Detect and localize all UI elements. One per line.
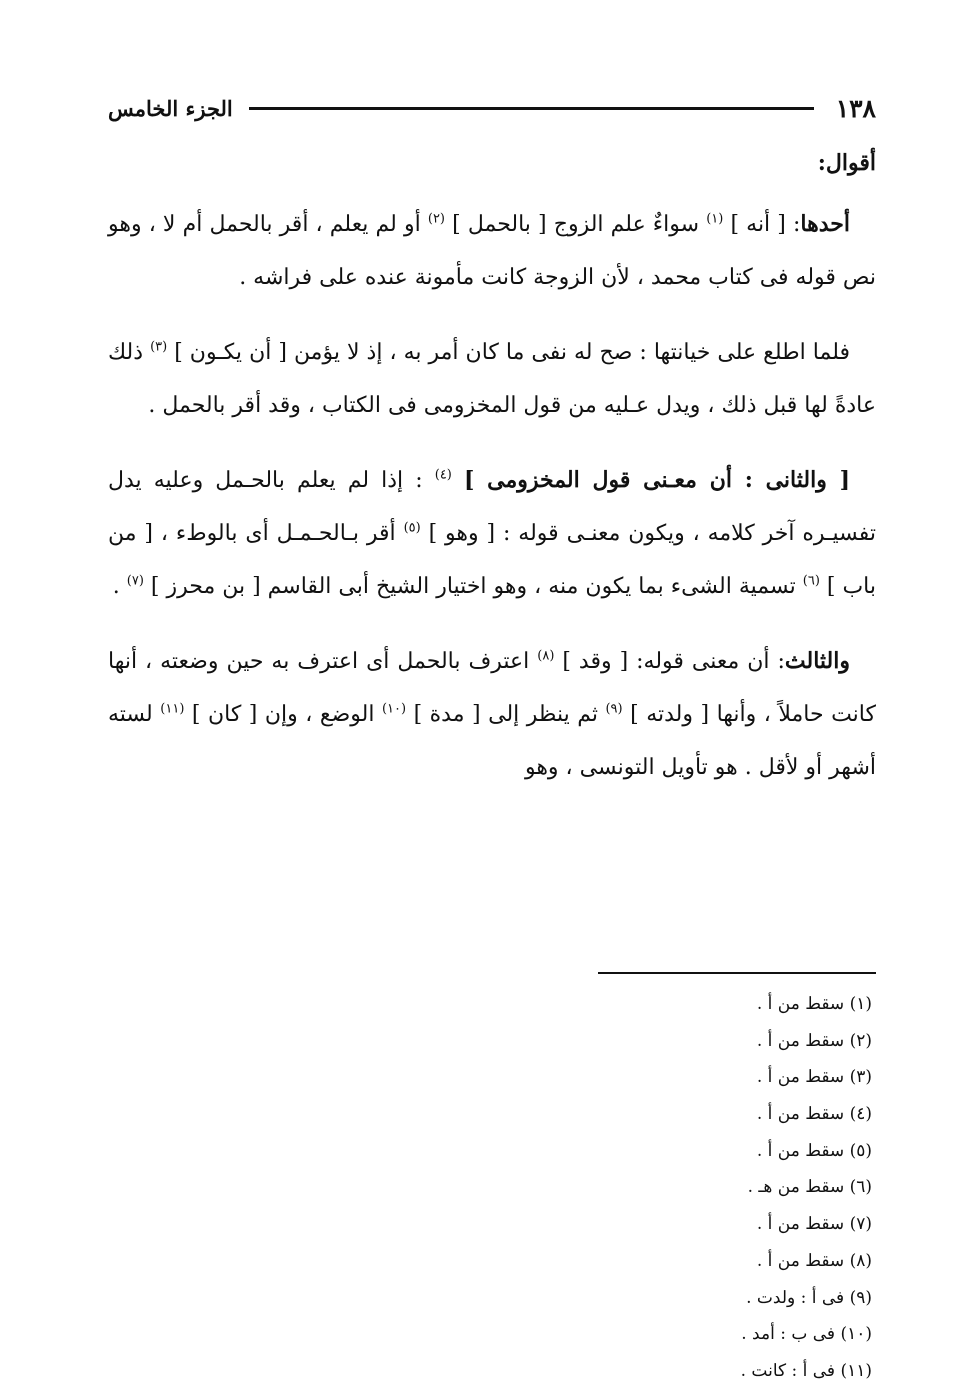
footnote-5: (٥) سقط من أ . [756, 1140, 872, 1161]
footnote-list [572, 986, 872, 1390]
paragraph-lead: أحدها [800, 211, 850, 237]
footnote-3: (٣) سقط من أ . [756, 1067, 872, 1088]
footnote-ref: (١٠) [381, 701, 407, 717]
footnote-7: (٧) سقط من أ . [756, 1214, 872, 1235]
paragraph-third-opinion: والثالث: أن معنى قوله: [ وقد ] $^{(٨)}$ اعترف بالحمل أى اعترف به حين وضعته ، أنها كانت حاملاً ، وأنها [ ولدته ] $^{(٩)}$ ثم ينظر إلى [ مدة ] $^{(١٠)}$ الوضع ، وإن [ كان ] $^{(١١)}$ لسته أشهر أو لأقل . هو تأويل التونسى ، وهو [108, 648, 876, 780]
book-page [108, 88, 876, 1381]
footnote-ref: (٢) [427, 211, 445, 227]
footnote-ref: (٥) [403, 520, 421, 536]
footnote-ref: (٦) [802, 573, 820, 589]
footnote-9: (٩) فى أ : ولدت . [746, 1287, 872, 1308]
footnote-1: (١) سقط من أ . [756, 994, 872, 1014]
paragraph-lead: والثالث [784, 648, 850, 674]
paragraph-betrayal: فلما اطلع على خيانتها : صح له نفى ما كان أمر به ، إذ لا يؤمن [ أن يكـون ] $^{(٣)}$ ذلك عادةً لها قبل ذلك ، ويدل عـليه من قول المخزومى فى الكتاب ، وقد أقر بالحمل . [108, 339, 876, 418]
footnote-10: (١٠) فى ب : أمد . [741, 1324, 872, 1345]
running-title: الجزء الخامس [108, 95, 233, 121]
footnote-2: (٢) سقط من أ . [756, 1030, 872, 1051]
footnote-6: (٦) سقط من هـ . [747, 1177, 872, 1198]
footnote-separator [598, 972, 876, 974]
footnote-4: (٤) سقط من أ . [756, 1104, 872, 1125]
footnote-ref: (٧) [126, 573, 144, 589]
footnote-ref: (١) [706, 211, 724, 227]
footnote-11: (١١) فى أ : كانت . [740, 1360, 872, 1381]
footnote-ref: (٩) [605, 701, 623, 717]
footnote-ref: (٤) [434, 467, 452, 483]
paragraph-first-opinion: أحدها: [ أنه ] $^{(١)}$ سواءٌ علم الزوج [ بالحمل ] $^{(٢)}$ أو لم يعلم ، أقر بالحمل أم لا ، وهو نص قوله فى كتاب محمد ، لأن الزوجة كانت مأمونة عنده على فراشه . [108, 211, 876, 290]
paragraph-lead: [ والثانى : أن معـنى قول المخزومى ] [463, 467, 850, 493]
footnote-ref: (١١) [160, 701, 185, 717]
page-number: ١٣٨ [835, 93, 876, 123]
footnote-ref: (٣) [150, 339, 168, 355]
header-rule [249, 107, 814, 110]
paragraph-second-opinion: [ والثانى : أن معـنى قول المخزومى ] $^{(٤)}$ : إذا لم يعلم بالحـمل وعليه يدل تفسيـره آخر كلامه ، ويكون معنـى قوله : [ وهو ] $^{(٥)}$ أقر بـالحـمـل أى بالوطء ، [ من باب ] $^{(٦)}$ تسمية الشىء بما يكون منه ، وهو اختيار الشيخ أبى القاسم [ بن محرز ] $^{(٧)}$ . [108, 467, 876, 599]
page-header [108, 88, 876, 128]
footnote-ref: (٨) [537, 648, 555, 664]
footnote-8: (٨) سقط من أ . [756, 1250, 872, 1271]
section-heading: أقوال: [817, 150, 876, 176]
